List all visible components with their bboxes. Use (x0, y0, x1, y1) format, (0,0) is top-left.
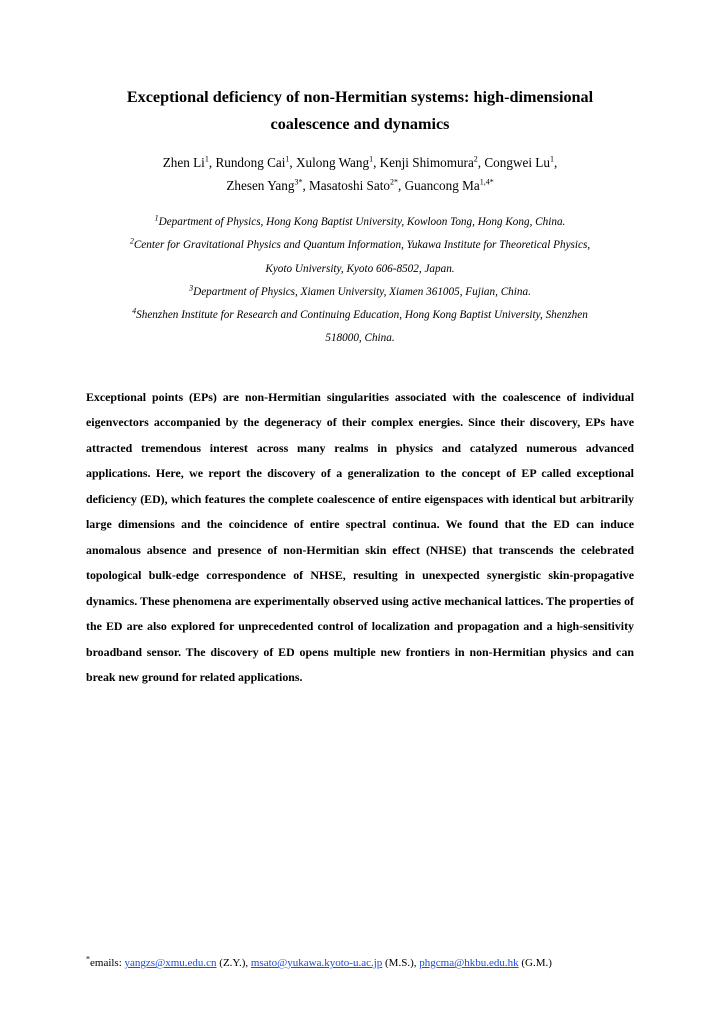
author-affiliation-mark: 1 (285, 154, 290, 164)
author-affiliation-mark: 1,4* (479, 177, 494, 187)
author-name: Zhen Li (162, 155, 205, 170)
author-separator: , (477, 155, 485, 170)
paper-title (60, 84, 660, 138)
author-line-1 (60, 151, 660, 174)
affiliation-2-continued (80, 258, 640, 281)
affiliation-list (80, 211, 640, 351)
author-name: Zhesen Yang (226, 178, 295, 193)
email-link-sato[interactable]: msato@yukawa.kyoto-u.ac.jp (250, 957, 383, 969)
email-link-yang[interactable]: yangzs@xmu.edu.cn (124, 957, 217, 969)
author-name: Rundong Cai (215, 155, 286, 170)
email-initials: (Z.Y.), (216, 957, 251, 969)
correspondence-footnote (86, 955, 646, 971)
affiliation-text: Department of Physics, Xiamen University, Xiamen 361005, Fujian, China. (193, 285, 531, 298)
author-affiliation-mark: 3* (294, 177, 303, 187)
author-affiliation-mark: 1 (369, 154, 374, 164)
email-initials: (M.S.), (382, 957, 420, 969)
author-affiliation-mark: 2 (473, 154, 478, 164)
author-separator: , (398, 178, 405, 193)
author-separator: , (302, 178, 310, 193)
affiliation-2 (80, 234, 640, 257)
affiliation-4 (80, 304, 640, 327)
affiliation-text: Shenzhen Institute for Research and Continuing Education, Hong Kong Baptist University, Shenzhen (136, 309, 588, 322)
title-line-1: Exceptional deficiency of non-Hermitian systems: high-dimensional (126, 88, 594, 106)
affiliation-text: Kyoto University, Kyoto 606-8502, Japan. (265, 262, 455, 275)
affiliation-mark: 3 (189, 283, 194, 293)
author-affiliation-mark: 1 (549, 154, 554, 164)
email-link-ma[interactable]: phgcma@hkbu.edu.hk (419, 957, 519, 969)
affiliation-text: Center for Gravitational Physics and Quantum Information, Yukawa Institute for Theoretical Physics, (133, 239, 591, 252)
email-initials: (G.M.) (518, 957, 552, 969)
author-affiliation-mark: 1 (204, 154, 209, 164)
footnote-prefix: emails: (90, 957, 125, 969)
author-list (60, 151, 660, 197)
author-separator: , (373, 155, 380, 170)
affiliation-text: 518000, China. (325, 332, 395, 345)
author-name: Kenji Shimomura (379, 155, 474, 170)
affiliation-mark: 2 (129, 236, 134, 246)
author-name: Xulong Wang (296, 155, 370, 170)
footnote-marker: * (86, 954, 90, 964)
author-separator: , (289, 155, 296, 170)
author-affiliation-mark: 2* (390, 177, 399, 187)
author-name: Masatoshi Sato (309, 178, 391, 193)
affiliation-mark: 1 (154, 213, 159, 223)
affiliation-mark: 4 (132, 306, 137, 316)
author-line-2 (60, 174, 660, 197)
abstract: Exceptional points (EPs) are non-Hermitian singularities associated with the coalescence of individual eigenvectors accompanied by the degeneracy of their complex energies. Since their discovery, EPs have attracted tremendous interest across many realms in physics and catalyzed numerous advanced applications. Here, we report the discovery of a generalization to the concept of EP called exceptional deficiency (ED), which features the complete coalescence of entire eigenspaces with identical but arbitrarily large dimensions and the coincidence of entire spectral continua. We found that the ED can induce anomalous absence and presence of non-Hermitian skin effect (NHSE) that transcends the celebrated topological bulk-edge correspondence of NHSE, resulting in unexpected synergistic skin-propagative dynamics. These phenomena are experimentally observed using active mechanical lattices. The properties of the ED are also explored for unprecedented control of localization and propagation and a high-sensitivity broadband sensor. The discovery of ED opens multiple new frontiers in non-Hermitian physics and can break new ground for related applications. (86, 390, 634, 684)
affiliation-1 (80, 211, 640, 234)
author-separator: , (208, 155, 216, 170)
author-separator: , (553, 155, 558, 170)
affiliation-text: Department of Physics, Hong Kong Baptist University, Kowloon Tong, Hong Kong, China. (158, 216, 566, 228)
affiliation-3 (80, 281, 640, 304)
author-name: Congwei Lu (484, 155, 550, 170)
author-name: Guancong Ma (404, 178, 480, 193)
affiliation-4-continued (80, 327, 640, 350)
title-line-2: coalescence and dynamics (270, 115, 450, 133)
